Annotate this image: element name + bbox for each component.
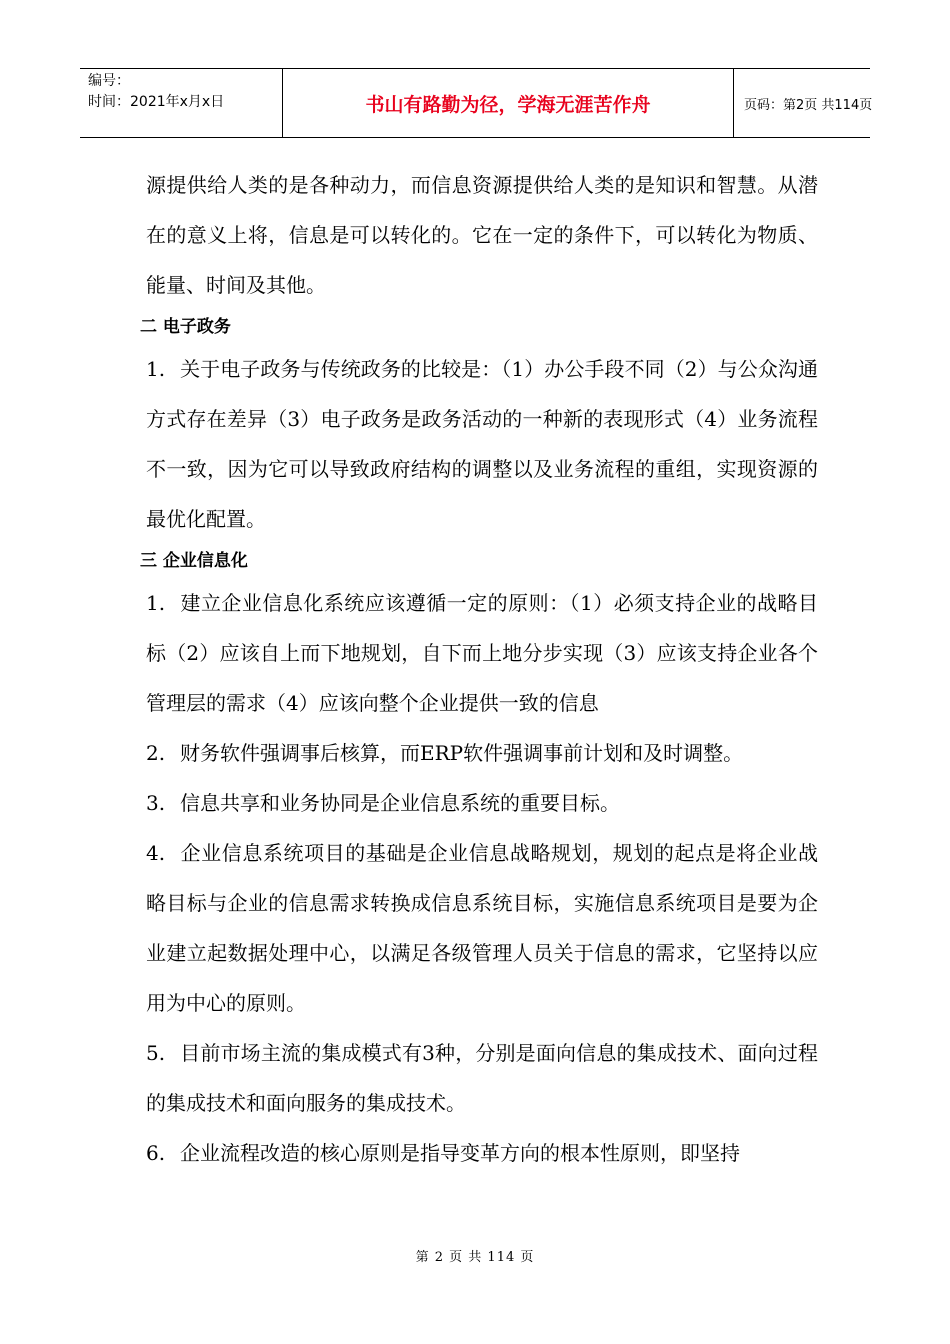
intro-paragraph: 源提供给人类的是各种动力，而信息资源提供给人类的是知识和智慧。从潜在的意义上将，信息是可以转化的。它在一定的条件下，可以转化为物质、能量、时间及其他。: [146, 173, 818, 297]
number-label: 编号：: [88, 73, 130, 89]
section-heading-e-government: 二 电子政务: [140, 317, 231, 337]
item-text: 财务软件强调事后核算，而ERP软件强调事前计划和及时调整。: [180, 741, 744, 765]
item-text: 建立企业信息化系统应该遵循一定的原则：（1）必须支持企业的战略目标（2）应该自上而下地规划，自下而上地分步实现（3）应该支持企业各个管理层的需求（4）应该向整个企业提供一致的信息: [146, 591, 818, 715]
item-text: 目前市场主流的集成模式有3种，分别是面向信息的集成技术、面向过程的集成技术和面向服务的集成技术。: [146, 1041, 818, 1115]
item-number: 1.: [146, 591, 166, 615]
list-item: [146, 1028, 818, 1128]
page-header: [80, 68, 873, 138]
item-number: 3.: [146, 791, 166, 815]
list-item: [146, 1128, 818, 1178]
item-number: 1.: [146, 357, 166, 381]
list-item: [146, 828, 818, 1028]
header-meta: [80, 69, 282, 137]
page-footer: 第 2 页 共 114 页: [415, 1250, 535, 1265]
list-item: [146, 778, 818, 828]
item-number: 6.: [146, 1141, 166, 1165]
section-heading-enterprise-informatization: 三 企业信息化: [140, 551, 248, 571]
list-item: [146, 578, 818, 728]
list-item: [146, 344, 818, 544]
item-number: 5.: [146, 1041, 166, 1065]
item-text: 企业流程改造的核心原则是指导变革方向的根本性原则，即坚持: [180, 1141, 740, 1165]
item-text: 关于电子政务与传统政务的比较是：（1）办公手段不同（2）与公众沟通方式存在差异（3）电子政务是政务活动的一种新的表现形式（4）业务流程不一致，因为它可以导致政府结构的调整以及业务流程的重组，实现资源的最优化配置。: [146, 357, 818, 531]
document-body: [140, 160, 818, 1178]
header-page-info: 页码：第2页 共114页: [744, 97, 873, 113]
list-item: [146, 728, 818, 778]
item-text: 企业信息系统项目的基础是企业信息战略规划，规划的起点是将企业战略目标与企业的信息需求转换成信息系统目标，实施信息系统项目是要为企业建立起数据处理中心，以满足各级管理人员关于信息的需求，它坚持以应用为中心的原则。: [146, 841, 818, 1015]
item-number: 2.: [146, 741, 166, 765]
item-number: 4.: [146, 841, 166, 865]
date-label: 时间：2021年x月x日: [88, 94, 225, 110]
header-motto: 书山有路勤为径，学海无涯苦作舟: [282, 69, 734, 137]
item-text: 信息共享和业务协同是企业信息系统的重要目标。: [180, 791, 620, 815]
